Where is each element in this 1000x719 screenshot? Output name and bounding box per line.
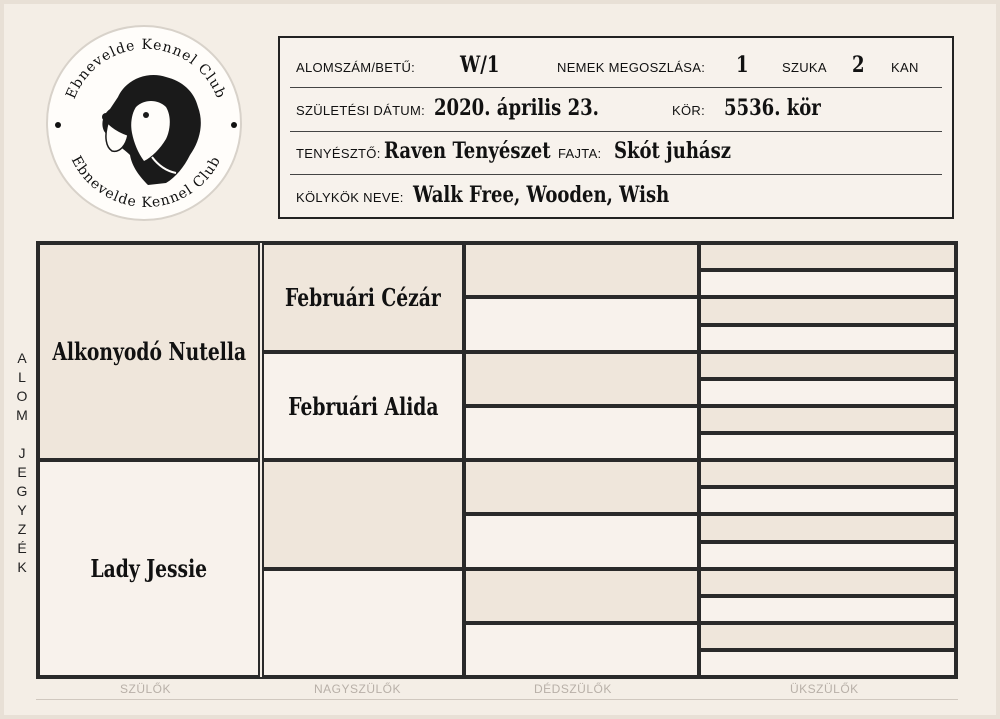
parent-cell-sire <box>38 243 260 460</box>
breed-value: Skót juhász <box>614 138 732 164</box>
great-great-grandparent-cell <box>699 325 956 352</box>
round-value: 5536. kör <box>724 95 821 121</box>
side-letter: Y <box>17 502 27 518</box>
side-vertical-text <box>12 349 32 577</box>
puppies-value: Walk Free, Wooden, Wish <box>413 182 670 208</box>
birth-date-value: 2020. április 23. <box>434 95 599 121</box>
grandparent-cell <box>262 569 464 677</box>
great-great-grandparent-cell <box>699 270 956 297</box>
footer-label-grandparents: NAGYSZÜLŐK <box>314 682 402 696</box>
great-grandparent-cell <box>464 297 699 352</box>
info-row-puppies <box>290 174 942 218</box>
great-great-grandparent-cell <box>699 487 956 514</box>
dog-head-icon <box>102 75 201 185</box>
info-row-litter <box>290 44 942 88</box>
litter-value: W/1 <box>460 52 500 78</box>
side-letter: O <box>16 388 28 404</box>
great-great-grandparent-cell <box>699 243 956 270</box>
grandparent-cell <box>262 460 464 569</box>
litter-label: ALOMSZÁM/BETŰ: <box>296 60 416 75</box>
club-logo <box>46 25 242 221</box>
logo-text-top: Ebnevelde Kennel Club <box>63 36 229 102</box>
side-letter: E <box>17 464 27 480</box>
great-grandparent-cell <box>464 352 699 406</box>
great-grandparent-cell <box>464 569 699 623</box>
great-great-grandparent-cell <box>699 650 956 677</box>
great-great-grandparent-cell <box>699 297 956 325</box>
breed-label: FAJTA: <box>558 146 602 161</box>
great-great-grandparent-cell <box>699 460 956 487</box>
great-grandparent-cell <box>464 623 699 677</box>
side-letter: L <box>18 369 26 385</box>
great-great-grandparent-cell <box>699 542 956 569</box>
side-letter: É <box>17 540 27 556</box>
footer-label-parents: SZÜLŐK <box>120 682 172 696</box>
great-great-grandparent-cell <box>699 352 956 379</box>
grandparent-cell <box>262 352 464 460</box>
litter-info-box <box>278 36 954 219</box>
parent-name: Lady Jessie <box>90 554 208 583</box>
side-letter: Z <box>17 521 27 537</box>
logo-text-bottom: Ebnevelde Kennel Club <box>67 153 225 212</box>
great-great-grandparent-cell <box>699 379 956 406</box>
great-great-grandparent-cell <box>699 406 956 433</box>
male-count: 2 <box>852 52 865 78</box>
side-letter: M <box>16 407 28 423</box>
great-grandparent-cell <box>464 514 699 569</box>
info-row-birth <box>290 88 942 132</box>
great-grandparent-cell <box>464 406 699 460</box>
info-row-breeder <box>290 131 942 175</box>
grandparent-cell <box>262 243 464 352</box>
side-letter <box>12 425 32 444</box>
great-great-grandparent-cell <box>699 433 956 460</box>
male-label: KAN <box>891 60 919 75</box>
sex-distribution-label: NEMEK MEGOSZLÁSA: <box>557 60 706 75</box>
grandparent-name: Februári Alida <box>287 391 439 421</box>
parent-cell-dam <box>38 460 260 677</box>
female-label: SZUKA <box>782 60 827 75</box>
side-letter: J <box>18 445 26 461</box>
great-grandparent-cell <box>464 460 699 514</box>
footer-label-great-grandparents: DÉDSZÜLŐK <box>534 682 612 696</box>
pedigree-grid <box>36 241 958 679</box>
puppies-label: KÖLYKÖK NEVE: <box>296 190 404 205</box>
breeder-value: Raven Tenyészet <box>384 138 551 164</box>
birth-date-label: SZÜLETÉSI DÁTUM: <box>296 103 426 118</box>
great-great-grandparent-cell <box>699 623 956 650</box>
side-letter: A <box>17 350 27 366</box>
footer-divider <box>36 699 958 700</box>
footer-label-great-great-grandparents: ÜKSZÜLŐK <box>790 682 859 696</box>
side-letter: G <box>16 483 28 499</box>
female-count: 1 <box>736 52 749 78</box>
parent-name: Alkonyodó Nutella <box>52 337 246 366</box>
great-grandparent-cell <box>464 243 699 297</box>
great-great-grandparent-cell <box>699 569 956 596</box>
grandparent-name: Februári Cézár <box>285 283 441 312</box>
great-great-grandparent-cell <box>699 596 956 623</box>
round-label: KÖR: <box>672 103 705 118</box>
side-letter: K <box>17 559 27 575</box>
breeder-label: TENYÉSZTŐ: <box>296 146 381 161</box>
great-great-grandparent-cell <box>699 514 956 542</box>
